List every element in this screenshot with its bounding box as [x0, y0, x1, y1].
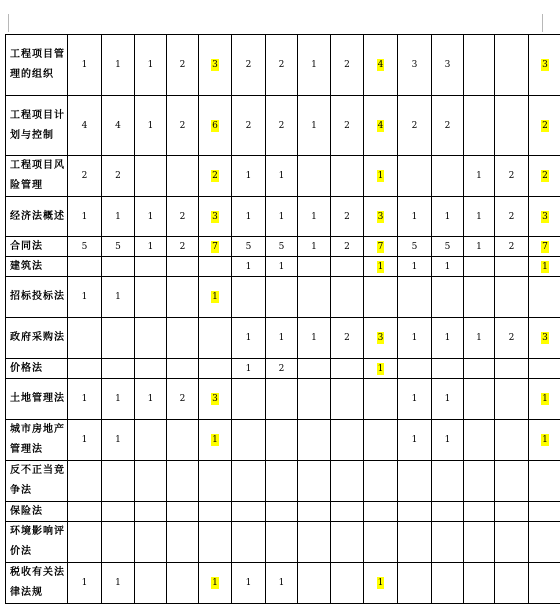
value-cell: 1 [432, 257, 464, 277]
value-cell: 2 [167, 237, 199, 257]
value-cell: 1 [398, 318, 432, 359]
value-cell [135, 461, 167, 502]
total-cell [529, 502, 560, 522]
value-cell: 2 [266, 35, 298, 96]
table-row [6, 35, 560, 96]
value-cell: 2 [495, 156, 529, 197]
value-cell: 5 [266, 237, 298, 257]
highlighted-value: 1 [542, 435, 548, 445]
table-row [6, 563, 560, 604]
value-cell [232, 379, 266, 420]
value-cell: 2 [495, 237, 529, 257]
value-cell [135, 318, 167, 359]
table-row [6, 318, 560, 359]
highlighted-value: 3 [377, 211, 384, 222]
total-cell [364, 461, 398, 502]
row-label: 建筑法 [6, 257, 68, 277]
value-cell: 1 [266, 197, 298, 237]
highlighted-value: 3 [542, 333, 548, 343]
highlighted-value: 2 [542, 171, 548, 181]
value-cell [167, 156, 199, 197]
total-cell [529, 461, 560, 502]
value-cell [135, 502, 167, 522]
total-cell [199, 277, 232, 318]
value-cell [298, 156, 331, 197]
value-cell: 2 [495, 318, 529, 359]
value-cell [298, 522, 331, 563]
value-cell [331, 420, 364, 461]
highlighted-value: 4 [377, 60, 384, 70]
highlighted-value: 1 [377, 578, 384, 588]
value-cell: 1 [68, 563, 102, 604]
value-cell: 2 [266, 96, 298, 156]
highlighted-value: 1 [212, 435, 218, 445]
table-row [6, 502, 560, 522]
value-cell: 5 [398, 237, 432, 257]
highlighted-value: 2 [212, 171, 218, 181]
value-cell: 1 [102, 420, 135, 461]
value-cell [464, 35, 495, 96]
row-label: 工程项目管理的组织 [6, 35, 68, 96]
value-cell [495, 257, 529, 277]
value-cell [398, 359, 432, 379]
value-cell [232, 420, 266, 461]
highlighted-value: 1 [377, 171, 384, 181]
value-cell: 2 [68, 156, 102, 197]
highlighted-value: 1 [377, 261, 384, 272]
value-cell [167, 420, 199, 461]
highlighted-value: 1 [542, 394, 548, 404]
value-cell: 2 [167, 35, 199, 96]
table-row [6, 522, 560, 563]
total-cell [199, 461, 232, 502]
value-cell [266, 277, 298, 318]
value-cell [298, 379, 331, 420]
value-cell: 2 [167, 197, 199, 237]
value-cell [232, 502, 266, 522]
highlighted-value: 3 [212, 394, 218, 404]
value-cell [266, 420, 298, 461]
value-cell: 4 [68, 96, 102, 156]
value-cell [135, 563, 167, 604]
highlighted-value: 3 [212, 60, 218, 70]
value-cell [331, 461, 364, 502]
table-row [6, 420, 560, 461]
value-cell [464, 96, 495, 156]
total-cell [364, 522, 398, 563]
highlighted-value: 3 [542, 211, 548, 222]
value-cell [167, 522, 199, 563]
table-row [6, 277, 560, 318]
highlighted-value: 3 [542, 60, 548, 70]
exam-score-table [5, 34, 560, 604]
total-cell [199, 237, 232, 257]
value-cell [167, 563, 199, 604]
table-row [6, 257, 560, 277]
total-cell [364, 502, 398, 522]
table-row [6, 96, 560, 156]
value-cell [495, 563, 529, 604]
value-cell [432, 502, 464, 522]
value-cell [464, 420, 495, 461]
value-cell: 2 [398, 96, 432, 156]
value-cell: 1 [298, 197, 331, 237]
highlighted-value: 1 [212, 578, 218, 588]
value-cell: 1 [68, 197, 102, 237]
total-cell [529, 257, 560, 277]
row-label: 保险法 [6, 502, 68, 522]
total-cell [364, 420, 398, 461]
value-cell: 5 [102, 237, 135, 257]
total-cell [529, 379, 560, 420]
value-cell [495, 502, 529, 522]
value-cell [464, 257, 495, 277]
table-row [6, 237, 560, 257]
value-cell: 1 [102, 197, 135, 237]
value-cell [266, 379, 298, 420]
value-cell: 3 [432, 35, 464, 96]
value-cell [167, 502, 199, 522]
value-cell [331, 379, 364, 420]
value-cell [464, 522, 495, 563]
total-cell [199, 359, 232, 379]
value-cell [464, 379, 495, 420]
value-cell [495, 359, 529, 379]
total-cell [364, 257, 398, 277]
total-cell [199, 522, 232, 563]
total-cell [364, 96, 398, 156]
value-cell [68, 359, 102, 379]
total-cell [364, 379, 398, 420]
value-cell: 1 [135, 35, 167, 96]
row-label: 经济法概述 [6, 197, 68, 237]
value-cell [167, 318, 199, 359]
total-cell [199, 379, 232, 420]
value-cell [432, 522, 464, 563]
value-cell: 1 [102, 277, 135, 318]
value-cell [135, 156, 167, 197]
value-cell [102, 318, 135, 359]
value-cell [464, 563, 495, 604]
value-cell [232, 461, 266, 502]
total-cell [199, 563, 232, 604]
highlighted-value: 6 [212, 120, 218, 131]
highlighted-value: 7 [542, 241, 548, 252]
value-cell [102, 461, 135, 502]
total-cell [364, 318, 398, 359]
value-cell: 1 [102, 563, 135, 604]
total-cell [199, 156, 232, 197]
value-cell [398, 502, 432, 522]
value-cell: 4 [102, 96, 135, 156]
value-cell [298, 277, 331, 318]
value-cell: 1 [135, 237, 167, 257]
value-cell [331, 277, 364, 318]
value-cell [167, 359, 199, 379]
value-cell [331, 563, 364, 604]
total-cell [199, 318, 232, 359]
value-cell [495, 420, 529, 461]
total-cell [529, 96, 560, 156]
value-cell: 2 [167, 379, 199, 420]
total-cell [529, 35, 560, 96]
value-cell [495, 96, 529, 156]
value-cell [298, 461, 331, 502]
total-cell [529, 420, 560, 461]
total-cell [364, 156, 398, 197]
table-row [6, 197, 560, 237]
value-cell [432, 563, 464, 604]
value-cell: 1 [266, 257, 298, 277]
total-cell [199, 96, 232, 156]
table-row [6, 379, 560, 420]
value-cell: 2 [232, 96, 266, 156]
value-cell: 1 [464, 237, 495, 257]
highlighted-value: 1 [377, 363, 384, 374]
value-cell: 1 [398, 197, 432, 237]
highlighted-value: 4 [377, 120, 384, 131]
value-cell [464, 461, 495, 502]
highlighted-value: 7 [212, 241, 218, 252]
value-cell [102, 359, 135, 379]
row-label: 政府采购法 [6, 318, 68, 359]
row-label: 工程项目计划与控制 [6, 96, 68, 156]
row-label: 环境影响评价法 [6, 522, 68, 563]
value-cell: 1 [398, 257, 432, 277]
value-cell: 1 [68, 379, 102, 420]
value-cell [135, 277, 167, 318]
value-cell [331, 257, 364, 277]
value-cell [331, 156, 364, 197]
value-cell: 1 [298, 96, 331, 156]
value-cell: 5 [232, 237, 266, 257]
row-label: 反不正当竞争法 [6, 461, 68, 502]
value-cell: 1 [464, 318, 495, 359]
value-cell: 1 [135, 379, 167, 420]
total-cell [199, 197, 232, 237]
total-cell [199, 502, 232, 522]
value-cell [398, 156, 432, 197]
row-label: 工程项目风险管理 [6, 156, 68, 197]
value-cell: 1 [102, 379, 135, 420]
value-cell [135, 522, 167, 563]
highlighted-value: 3 [212, 211, 218, 222]
value-cell [432, 277, 464, 318]
value-cell [495, 522, 529, 563]
value-cell [232, 277, 266, 318]
highlighted-value: 1 [212, 292, 218, 302]
value-cell: 1 [232, 318, 266, 359]
row-label: 城市房地产管理法 [6, 420, 68, 461]
total-cell [529, 237, 560, 257]
value-cell [68, 522, 102, 563]
value-cell: 3 [398, 35, 432, 96]
value-cell: 2 [102, 156, 135, 197]
highlighted-value: 1 [542, 261, 548, 272]
value-cell [266, 502, 298, 522]
total-cell [364, 197, 398, 237]
value-cell: 2 [266, 359, 298, 379]
value-cell [135, 359, 167, 379]
total-cell [199, 35, 232, 96]
total-cell [364, 35, 398, 96]
value-cell: 1 [68, 420, 102, 461]
page-margin-mark-right [542, 14, 543, 32]
value-cell: 1 [398, 379, 432, 420]
value-cell: 2 [331, 237, 364, 257]
total-cell [199, 257, 232, 277]
value-cell [102, 502, 135, 522]
total-cell [529, 522, 560, 563]
value-cell [432, 359, 464, 379]
value-cell: 2 [331, 318, 364, 359]
total-cell [529, 359, 560, 379]
total-cell [529, 156, 560, 197]
value-cell [68, 257, 102, 277]
total-cell [364, 237, 398, 257]
value-cell [298, 257, 331, 277]
value-cell [495, 461, 529, 502]
value-cell: 2 [331, 197, 364, 237]
value-cell: 1 [298, 237, 331, 257]
value-cell: 1 [298, 35, 331, 96]
value-cell: 2 [495, 197, 529, 237]
row-label: 合同法 [6, 237, 68, 257]
value-cell [331, 522, 364, 563]
value-cell: 1 [232, 563, 266, 604]
value-cell: 5 [68, 237, 102, 257]
total-cell [529, 318, 560, 359]
value-cell [331, 502, 364, 522]
value-cell [495, 277, 529, 318]
table-row [6, 359, 560, 379]
value-cell [495, 379, 529, 420]
value-cell [266, 461, 298, 502]
value-cell: 1 [232, 257, 266, 277]
value-cell: 2 [167, 96, 199, 156]
value-cell [398, 277, 432, 318]
value-cell [298, 359, 331, 379]
total-cell [529, 197, 560, 237]
total-cell [364, 359, 398, 379]
row-label: 招标投标法 [6, 277, 68, 318]
value-cell [102, 257, 135, 277]
table-row [6, 461, 560, 502]
value-cell: 1 [464, 156, 495, 197]
value-cell [464, 359, 495, 379]
value-cell: 1 [266, 156, 298, 197]
page-margin-mark-left [8, 14, 9, 32]
total-cell [199, 420, 232, 461]
value-cell [495, 35, 529, 96]
value-cell [432, 156, 464, 197]
total-cell [364, 563, 398, 604]
value-cell: 1 [232, 197, 266, 237]
value-cell [464, 277, 495, 318]
value-cell [232, 522, 266, 563]
value-cell: 2 [432, 96, 464, 156]
value-cell [68, 318, 102, 359]
value-cell: 1 [232, 156, 266, 197]
total-cell [529, 277, 560, 318]
row-label: 土地管理法 [6, 379, 68, 420]
table-row [6, 156, 560, 197]
value-cell: 2 [331, 35, 364, 96]
value-cell [135, 257, 167, 277]
table-body [6, 35, 560, 604]
highlighted-value: 2 [542, 120, 548, 131]
value-cell: 1 [432, 318, 464, 359]
value-cell: 1 [135, 96, 167, 156]
value-cell: 1 [298, 318, 331, 359]
value-cell [167, 461, 199, 502]
value-cell: 1 [398, 420, 432, 461]
total-cell [364, 277, 398, 318]
value-cell [298, 563, 331, 604]
value-cell: 1 [135, 197, 167, 237]
value-cell [266, 522, 298, 563]
total-cell [529, 563, 560, 604]
highlighted-value: 3 [377, 333, 384, 343]
value-cell [68, 461, 102, 502]
value-cell [398, 563, 432, 604]
value-cell: 1 [266, 563, 298, 604]
value-cell: 1 [102, 35, 135, 96]
value-cell [398, 522, 432, 563]
value-cell [102, 522, 135, 563]
value-cell [135, 420, 167, 461]
value-cell: 1 [68, 35, 102, 96]
value-cell: 2 [232, 35, 266, 96]
value-cell: 1 [432, 420, 464, 461]
value-cell: 1 [68, 277, 102, 318]
highlighted-value: 7 [377, 241, 384, 252]
row-label: 价格法 [6, 359, 68, 379]
value-cell [432, 461, 464, 502]
value-cell [331, 359, 364, 379]
value-cell [167, 277, 199, 318]
value-cell: 1 [432, 197, 464, 237]
value-cell: 1 [266, 318, 298, 359]
value-cell [398, 461, 432, 502]
row-label: 税收有关法律法规 [6, 563, 68, 604]
value-cell: 5 [432, 237, 464, 257]
value-cell: 1 [432, 379, 464, 420]
value-cell [68, 502, 102, 522]
value-cell: 1 [464, 197, 495, 237]
value-cell [167, 257, 199, 277]
value-cell: 1 [232, 359, 266, 379]
value-cell [298, 502, 331, 522]
value-cell [298, 420, 331, 461]
value-cell [464, 502, 495, 522]
value-cell: 2 [331, 96, 364, 156]
